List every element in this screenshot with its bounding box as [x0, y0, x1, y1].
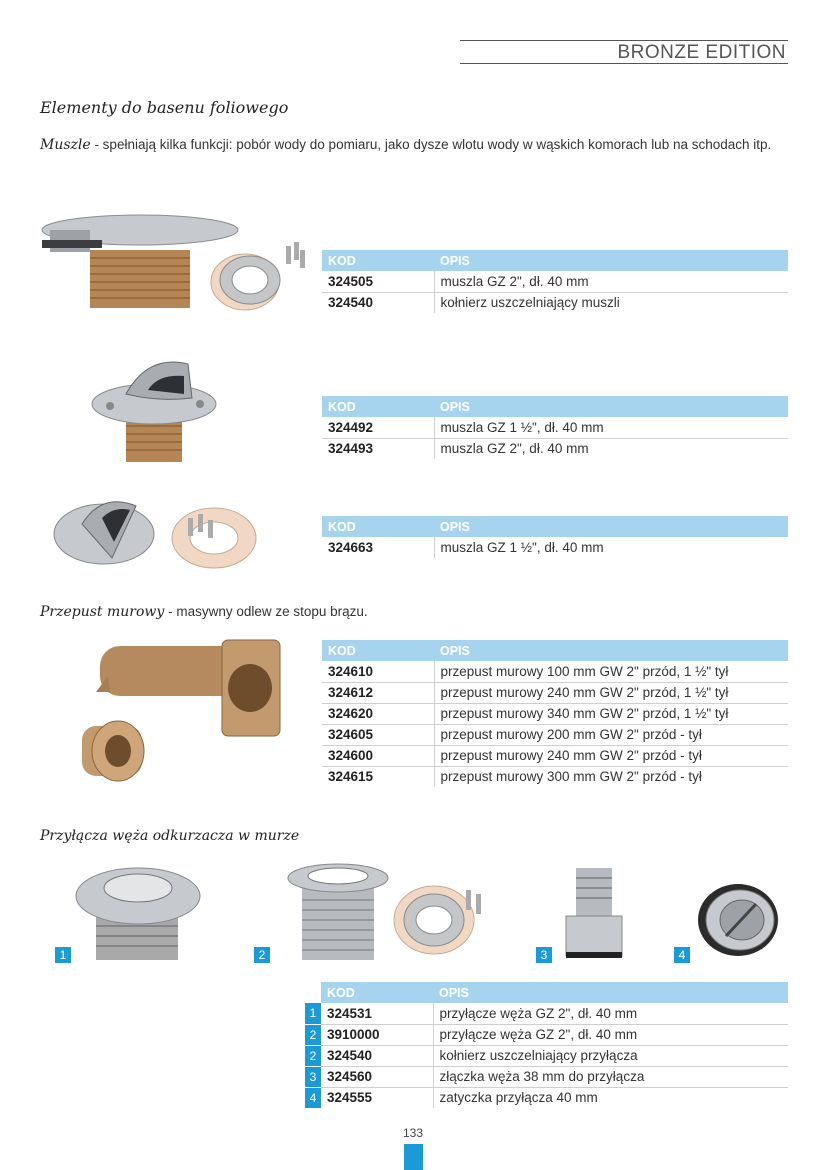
- section2-text: - masywny odlew ze stopu brązu.: [164, 604, 368, 619]
- col-kod: KOD: [322, 396, 434, 417]
- table-row: [322, 292, 788, 313]
- opis-cell: muszla GZ 2", dł. 40 mm: [434, 438, 788, 459]
- kod-cell: 324555: [327, 1090, 373, 1106]
- opis-cell: muszla GZ 2", dł. 40 mm: [434, 271, 788, 292]
- nozzle-plate-image: [52, 488, 262, 572]
- kod-cell: 324540: [321, 1045, 433, 1066]
- kod-cell: 324605: [322, 724, 434, 745]
- table-row: [305, 1003, 788, 1024]
- kod-cell: 324505: [322, 271, 434, 292]
- connector-2-image: [286, 860, 486, 964]
- opis-cell: przyłącze węża GZ 2", dł. 40 mm: [433, 1024, 788, 1045]
- wall-passthrough-image: [52, 636, 292, 796]
- col-kod: KOD: [321, 982, 433, 1003]
- header-rule-bottom: [460, 63, 788, 64]
- table-wall-passthrough: [322, 640, 788, 787]
- intro-text: - spełniają kilka funkcji: pobór wody do pomiaru, jako dysze wlotu wody w wąskich komorach lub na schodach itp.: [90, 137, 772, 152]
- section-title: Elementy do basenu foliowego: [40, 98, 289, 117]
- kod-cell: 324610: [322, 661, 434, 682]
- table-nozzles-3: [322, 516, 788, 558]
- page-number: 133: [402, 1126, 424, 1140]
- row-badge: 4: [305, 1087, 321, 1108]
- table-row: [322, 682, 788, 703]
- col-opis: OPIS: [434, 640, 788, 661]
- opis-cell: przepust murowy 240 mm GW 2" przód, 1 ½" tył: [434, 682, 788, 703]
- table-vacuum-connectors: [305, 982, 788, 1108]
- nozzle-flat-image: [40, 212, 320, 312]
- table-row: [322, 745, 788, 766]
- opis-cell: przepust murowy 240 mm GW 2" przód - tył: [434, 745, 788, 766]
- connector-4-image: [690, 880, 780, 960]
- table-row: [322, 438, 788, 459]
- edition-label: BRONZE EDITION: [617, 42, 786, 63]
- col-opis: OPIS: [434, 516, 788, 537]
- kod-cell: 324615: [328, 769, 374, 785]
- table-row: [305, 1066, 788, 1087]
- kod-cell: 324492: [322, 417, 434, 438]
- opis-cell: muszla GZ 1 ½", dł. 40 mm: [434, 417, 788, 438]
- kod-cell: 324560: [321, 1066, 433, 1087]
- opis-cell: przepust murowy 340 mm GW 2" przód, 1 ½" tył: [434, 703, 788, 724]
- table-row: [322, 271, 788, 292]
- opis-cell: zatyczka przyłącza 40 mm: [433, 1087, 788, 1108]
- opis-cell: kołnierz uszczelniający muszli: [434, 292, 788, 313]
- col-kod: KOD: [322, 640, 434, 661]
- table-row: [322, 661, 788, 682]
- nozzle-eyeball-image: [88, 354, 218, 466]
- col-opis: OPIS: [434, 396, 788, 417]
- intro-term: Muszle: [40, 137, 91, 153]
- intro-paragraph: [40, 134, 790, 156]
- table-nozzles-1: [322, 250, 788, 313]
- col-opis: OPIS: [434, 250, 788, 271]
- row-badge: 2: [305, 1045, 321, 1066]
- kod-cell: 3910000: [321, 1024, 433, 1045]
- row-badge: 2: [305, 1024, 321, 1045]
- opis-cell: złączka węża 38 mm do przyłącza: [433, 1066, 788, 1087]
- row-badge: 1: [305, 1003, 321, 1024]
- connector-1-image: [72, 860, 202, 964]
- kod-cell: 324612: [322, 682, 434, 703]
- row-badge: 3: [305, 1066, 321, 1087]
- section2-term: Przepust murowy: [40, 604, 165, 620]
- section-vacuum-connectors: Przyłącza węża odkurzacza w murze: [40, 828, 300, 844]
- opis-cell: przyłącze węża GZ 2", dł. 40 mm: [433, 1003, 788, 1024]
- kod-cell: 324493: [328, 441, 374, 457]
- table-row: [305, 1045, 788, 1066]
- table-row: [322, 724, 788, 745]
- table-row: [322, 703, 788, 724]
- connector-3-image: [554, 860, 634, 964]
- col-kod: KOD: [322, 250, 434, 271]
- kod-cell: 324531: [321, 1003, 433, 1024]
- badge-4: 4: [674, 947, 690, 963]
- table-nozzles-2: [322, 396, 788, 459]
- badge-2: 2: [254, 947, 270, 963]
- page-number-bar: [404, 1144, 423, 1170]
- header-rule-top: [460, 40, 788, 41]
- kod-cell: 324663: [328, 540, 374, 555]
- table-row: [322, 766, 788, 787]
- table-row: [322, 537, 788, 558]
- col-opis: OPIS: [433, 982, 788, 1003]
- table-row: [322, 417, 788, 438]
- opis-cell: muszla GZ 1 ½", dł. 40 mm: [434, 537, 788, 558]
- col-kod: KOD: [322, 516, 434, 537]
- col-num: [305, 982, 321, 1003]
- opis-cell: kołnierz uszczelniający przyłącza: [433, 1045, 788, 1066]
- opis-cell: przepust murowy 300 mm GW 2" przód - tył: [434, 766, 788, 787]
- kod-cell: 324540: [328, 295, 374, 311]
- section-wall-passthrough: [40, 604, 368, 620]
- badge-3: 3: [536, 947, 552, 963]
- opis-cell: przepust murowy 100 mm GW 2" przód, 1 ½" tył: [434, 661, 788, 682]
- table-row: [305, 1087, 788, 1108]
- badge-1: 1: [55, 947, 71, 963]
- opis-cell: przepust murowy 200 mm GW 2" przód - tył: [434, 724, 788, 745]
- table-row: [305, 1024, 788, 1045]
- kod-cell: 324600: [322, 745, 434, 766]
- kod-cell: 324620: [322, 703, 434, 724]
